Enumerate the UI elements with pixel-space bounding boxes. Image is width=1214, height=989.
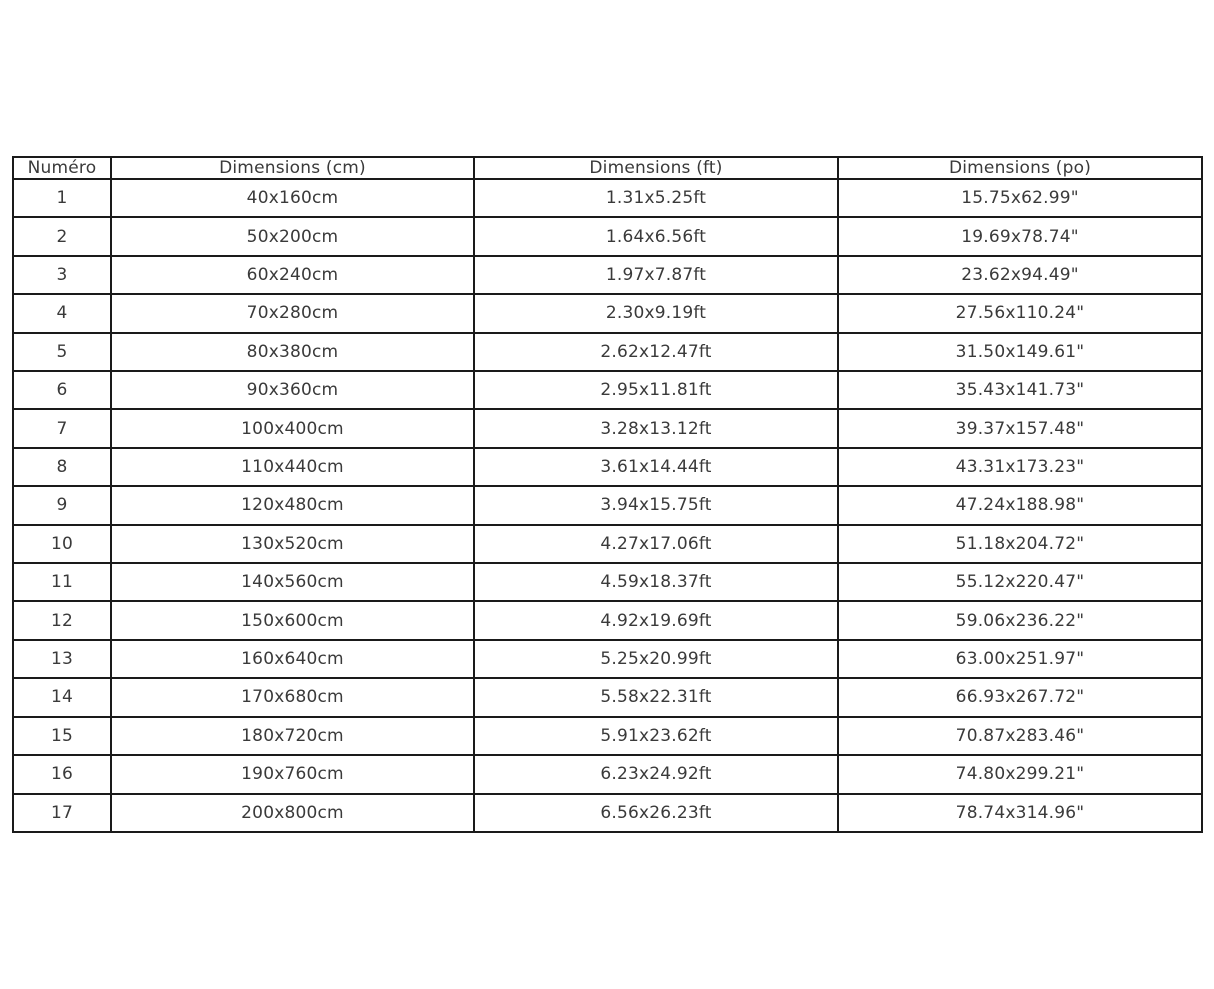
cell-dimensions-cm: 180x720cm <box>111 717 474 755</box>
dimensions-table <box>12 156 1203 833</box>
cell-dimensions-po: 43.31x173.23" <box>838 448 1202 486</box>
header-dimensions-cm: Dimensions (cm) <box>111 157 474 179</box>
header-dimensions-po: Dimensions (po) <box>838 157 1202 179</box>
cell-dimensions-ft: 2.62x12.47ft <box>474 333 838 371</box>
cell-dimensions-cm: 200x800cm <box>111 794 474 833</box>
cell-dimensions-cm: 100x400cm <box>111 409 474 447</box>
cell-dimensions-cm: 140x560cm <box>111 563 474 601</box>
header-numero: Numéro <box>13 157 111 179</box>
cell-numero: 13 <box>13 640 111 678</box>
cell-dimensions-po: 23.62x94.49" <box>838 256 1202 294</box>
cell-numero: 16 <box>13 755 111 793</box>
cell-dimensions-cm: 40x160cm <box>111 179 474 217</box>
cell-dimensions-po: 70.87x283.46" <box>838 717 1202 755</box>
cell-dimensions-cm: 130x520cm <box>111 525 474 563</box>
cell-dimensions-cm: 50x200cm <box>111 217 474 255</box>
cell-dimensions-po: 47.24x188.98" <box>838 486 1202 524</box>
cell-dimensions-ft: 3.28x13.12ft <box>474 409 838 447</box>
table-row <box>13 678 1202 716</box>
table-row <box>13 448 1202 486</box>
table-row <box>13 601 1202 639</box>
cell-dimensions-ft: 3.94x15.75ft <box>474 486 838 524</box>
cell-dimensions-po: 66.93x267.72" <box>838 678 1202 716</box>
cell-dimensions-cm: 190x760cm <box>111 755 474 793</box>
table-header <box>13 157 1202 179</box>
cell-dimensions-cm: 160x640cm <box>111 640 474 678</box>
cell-dimensions-po: 78.74x314.96" <box>838 794 1202 833</box>
table-row <box>13 294 1202 332</box>
cell-numero: 8 <box>13 448 111 486</box>
header-dimensions-ft: Dimensions (ft) <box>474 157 838 179</box>
cell-dimensions-po: 27.56x110.24" <box>838 294 1202 332</box>
table-row <box>13 640 1202 678</box>
cell-dimensions-cm: 170x680cm <box>111 678 474 716</box>
table-row <box>13 563 1202 601</box>
cell-dimensions-ft: 2.30x9.19ft <box>474 294 838 332</box>
cell-dimensions-po: 39.37x157.48" <box>838 409 1202 447</box>
cell-dimensions-ft: 4.92x19.69ft <box>474 601 838 639</box>
cell-dimensions-ft: 4.59x18.37ft <box>474 563 838 601</box>
cell-dimensions-cm: 90x360cm <box>111 371 474 409</box>
table-row <box>13 794 1202 833</box>
cell-numero: 7 <box>13 409 111 447</box>
cell-numero: 9 <box>13 486 111 524</box>
cell-dimensions-po: 19.69x78.74" <box>838 217 1202 255</box>
table-row <box>13 755 1202 793</box>
cell-dimensions-po: 51.18x204.72" <box>838 525 1202 563</box>
cell-dimensions-ft: 3.61x14.44ft <box>474 448 838 486</box>
table-row <box>13 371 1202 409</box>
cell-dimensions-cm: 70x280cm <box>111 294 474 332</box>
cell-dimensions-ft: 5.91x23.62ft <box>474 717 838 755</box>
table-row <box>13 486 1202 524</box>
cell-dimensions-ft: 2.95x11.81ft <box>474 371 838 409</box>
cell-numero: 5 <box>13 333 111 371</box>
table-row <box>13 525 1202 563</box>
cell-numero: 14 <box>13 678 111 716</box>
table-row <box>13 717 1202 755</box>
cell-numero: 6 <box>13 371 111 409</box>
cell-dimensions-po: 59.06x236.22" <box>838 601 1202 639</box>
cell-numero: 11 <box>13 563 111 601</box>
cell-dimensions-cm: 120x480cm <box>111 486 474 524</box>
cell-dimensions-ft: 5.25x20.99ft <box>474 640 838 678</box>
table-row <box>13 256 1202 294</box>
header-row <box>13 157 1202 179</box>
cell-numero: 17 <box>13 794 111 833</box>
cell-dimensions-ft: 4.27x17.06ft <box>474 525 838 563</box>
cell-dimensions-po: 63.00x251.97" <box>838 640 1202 678</box>
table-row <box>13 217 1202 255</box>
table-row <box>13 409 1202 447</box>
cell-numero: 12 <box>13 601 111 639</box>
cell-numero: 3 <box>13 256 111 294</box>
cell-dimensions-po: 55.12x220.47" <box>838 563 1202 601</box>
cell-dimensions-ft: 1.97x7.87ft <box>474 256 838 294</box>
cell-numero: 1 <box>13 179 111 217</box>
cell-numero: 10 <box>13 525 111 563</box>
cell-dimensions-po: 31.50x149.61" <box>838 333 1202 371</box>
cell-dimensions-ft: 5.58x22.31ft <box>474 678 838 716</box>
table-body <box>13 179 1202 832</box>
cell-dimensions-ft: 6.56x26.23ft <box>474 794 838 833</box>
cell-dimensions-po: 74.80x299.21" <box>838 755 1202 793</box>
cell-dimensions-cm: 110x440cm <box>111 448 474 486</box>
cell-numero: 4 <box>13 294 111 332</box>
cell-dimensions-cm: 80x380cm <box>111 333 474 371</box>
cell-numero: 15 <box>13 717 111 755</box>
cell-dimensions-ft: 1.64x6.56ft <box>474 217 838 255</box>
cell-dimensions-cm: 150x600cm <box>111 601 474 639</box>
cell-dimensions-ft: 1.31x5.25ft <box>474 179 838 217</box>
cell-dimensions-ft: 6.23x24.92ft <box>474 755 838 793</box>
cell-dimensions-po: 15.75x62.99" <box>838 179 1202 217</box>
table-row <box>13 333 1202 371</box>
cell-numero: 2 <box>13 217 111 255</box>
table-row <box>13 179 1202 217</box>
cell-dimensions-cm: 60x240cm <box>111 256 474 294</box>
cell-dimensions-po: 35.43x141.73" <box>838 371 1202 409</box>
